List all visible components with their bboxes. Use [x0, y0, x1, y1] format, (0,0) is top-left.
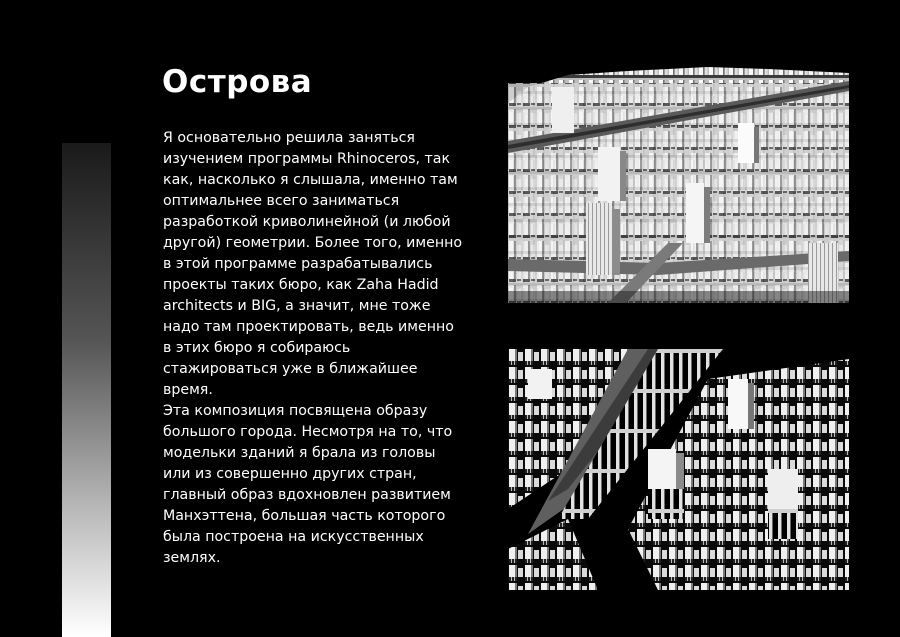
city-render-illustration	[508, 349, 849, 590]
body-text	[163, 128, 463, 569]
page-title: Острова	[162, 64, 313, 100]
city-render-image	[508, 63, 849, 303]
paragraph: Я основательно решила заняться изучением программы Rhinoceros, так как, насколько я слышала, именно там оптимальнее всего заниматься разработкой криволинейной (и любой другой) геометрии. Более того, именно в этой программе разрабатывались проекты таких бюро, как Zaha Hadid architects и BIG, а значит, мне тоже надо там проектировать, ведь именно в этих бюро я собираюсь стажироваться уже в ближайшее время.	[163, 130, 463, 398]
city-render-image	[508, 349, 849, 590]
gradient-bar	[62, 143, 111, 637]
paragraph: Эта композиция посвящена образу большого города. Несмотря на то, что модельки зданий я брала из головы или из совершенно других стран, главный образ вдохновлен развитием Манхэттена, большая часть которого была построена на искусственных землях.	[163, 403, 453, 566]
city-render-illustration	[508, 63, 849, 303]
